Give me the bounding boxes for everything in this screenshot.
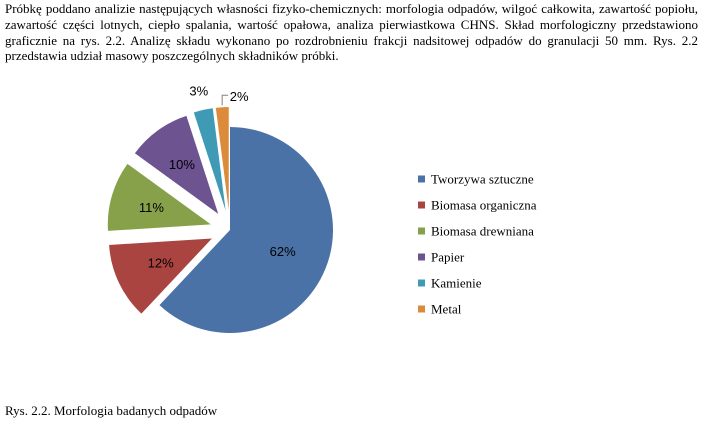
legend-label-5: Kamienie bbox=[431, 275, 482, 291]
figure-caption: Rys. 2.2. Morfologia badanych odpadów bbox=[5, 403, 218, 418]
legend-swatch-3 bbox=[418, 228, 425, 235]
legend-swatch-4 bbox=[418, 254, 425, 261]
legend-label-1: Tworzywa sztuczne bbox=[431, 171, 534, 187]
data-label-3: 11% bbox=[138, 200, 164, 216]
data-label-2: 12% bbox=[147, 255, 174, 271]
legend-label-6: Metal bbox=[431, 301, 462, 317]
body-paragraph: Próbkę poddano analizie następujących własności fizyko-chemicznych: morfologia odpadów, wilgoć całkowita, zawartość popiołu, zawartość części lotnych, ciepło spalania, wartość opałowa, analiza pierwiastkowa CHNS. Skład morfologiczny przedstawiono graficznie na rys. 2.2. Analizę składu wykonano po rozdrobnieniu frakcji nadsitowej odpadów do granulacji 50 mm. Rys. 2.2 przedstawia udział masowy poszczególnych składników próbki. bbox=[5, 1, 698, 64]
data-label-6: 2% bbox=[229, 89, 249, 105]
data-label-1: 62% bbox=[269, 243, 296, 259]
pie-slices bbox=[108, 107, 333, 333]
data-label-5: 3% bbox=[189, 83, 209, 99]
legend-swatch-5 bbox=[418, 280, 425, 287]
legend-label-2: Biomasa organiczna bbox=[431, 197, 537, 213]
chart-legend bbox=[418, 172, 537, 317]
legend-label-4: Papier bbox=[431, 249, 465, 265]
legend-swatch-1 bbox=[418, 176, 425, 183]
leader-line-6 bbox=[222, 95, 228, 105]
legend-swatch-6 bbox=[418, 306, 425, 313]
legend-swatch-2 bbox=[418, 202, 425, 209]
data-label-4: 10% bbox=[168, 156, 195, 172]
legend-label-3: Biomasa drewniana bbox=[431, 223, 534, 239]
